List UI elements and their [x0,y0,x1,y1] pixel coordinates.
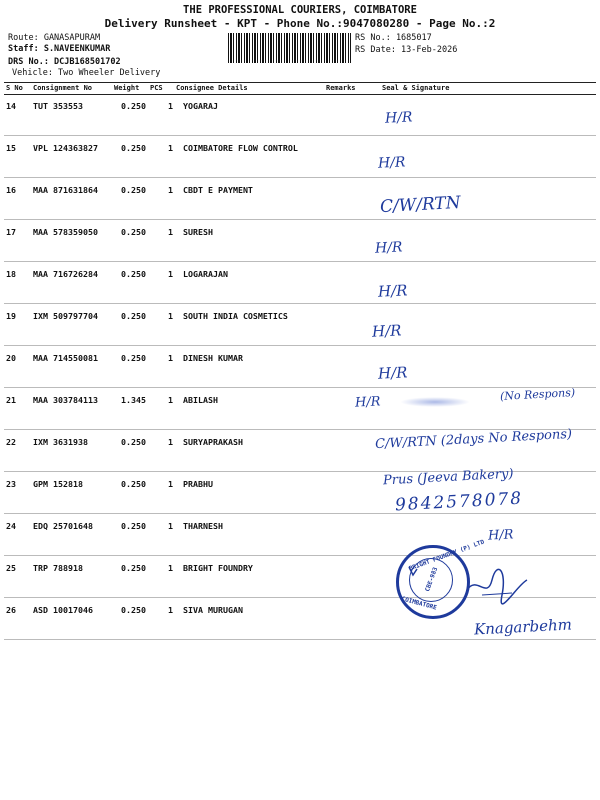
company-stamp [396,538,486,619]
cell-sno: 20 [6,353,16,363]
cell-consignment: TRP 788918 [33,563,83,573]
cell-pcs: 1 [168,605,173,615]
cell-weight: 0.250 [121,605,146,615]
table-row [4,345,596,388]
cell-consignment: VPL 124363827 [33,143,98,153]
cell-consignee: LOGARAJAN [183,269,228,279]
cell-consignment: EDQ 25701648 [33,521,93,531]
cell-sno: 26 [6,605,16,615]
cell-weight: 0.250 [121,101,146,111]
hw-r23-phone: 9842578078 [394,488,524,516]
cell-pcs: 1 [168,437,173,447]
cell-consignment: GPM 152818 [33,479,83,489]
hw-r20: H/R [377,363,408,383]
hw-r23: Prus (Jeeva Bakery) [382,466,514,489]
cell-sno: 24 [6,521,16,531]
cell-pcs: 1 [168,521,173,531]
cell-consignee: SOUTH INDIA COSMETICS [183,311,288,321]
cell-pcs: 1 [168,563,173,573]
cell-weight: 0.250 [121,269,146,279]
barcode [228,33,351,63]
cell-sno: 18 [6,269,16,279]
cell-consignee: BRIGHT FOUNDRY [183,563,253,573]
table-row [4,261,596,304]
stamp-inner-text: CBE-983 [424,566,440,593]
col-consignment: Consignment No [33,84,93,92]
col-consignee: Consignee Details [176,84,248,92]
cell-pcs: 1 [168,101,173,111]
cell-consignment: ASD 10017046 [33,605,93,615]
cell-weight: 0.250 [121,479,146,489]
cell-sno: 21 [6,395,16,405]
cell-consignee: SIVA MURUGAN [183,605,243,615]
cell-sno: 22 [6,437,16,447]
hw-r21a: H/R [354,394,381,411]
stamp-city-text: COIMBATORE [400,595,438,612]
cell-consignment: MAA 714550081 [33,353,98,363]
cell-consignment: MAA 716726284 [33,269,98,279]
table-row [4,177,596,220]
stamp-outer-text: BRIGHT FOUNDRY (P) LTD [408,538,486,573]
cell-weight: 0.250 [121,185,146,195]
table-row [4,303,596,346]
signature-mark [407,565,419,579]
hw-r24: H/R [487,527,514,544]
hw-r16: C/W/RTN [379,192,462,218]
hw-r14: H/R [384,109,413,127]
col-sno: S No [6,84,23,92]
cell-sno: 14 [6,101,16,111]
hw-r21b: (No Respons) [499,386,576,403]
cell-weight: 1.345 [121,395,146,405]
cell-consignment: IXM 3631938 [33,437,88,447]
rs-date: RS Date: 13-Feb-2026 [355,45,458,55]
cell-weight: 0.250 [121,311,146,321]
cell-sno: 25 [6,563,16,573]
route: Route: GANASAPURAM [8,33,101,43]
runsheet-subtitle: Delivery Runsheet - KPT - Phone No.:9047080280 - Page No.:2 [104,17,496,30]
staff: Staff: S.NAVEENKUMAR [8,44,111,54]
cell-consignment: IXM 509797704 [33,311,98,321]
cell-sno: 19 [6,311,16,321]
cell-sno: 17 [6,227,16,237]
cell-consignee: DINESH KUMAR [183,353,243,363]
cell-pcs: 1 [168,479,173,489]
cell-pcs: 1 [168,185,173,195]
cell-pcs: 1 [168,395,173,405]
cell-pcs: 1 [168,311,173,321]
cell-consignee: ABILASH [183,395,218,405]
cell-consignee: PRABHU [183,479,213,489]
cell-pcs: 1 [168,353,173,363]
cell-weight: 0.250 [121,521,146,531]
cell-consignment: MAA 578359050 [33,227,98,237]
cell-consignment: MAA 871631864 [33,185,98,195]
hw-r15: H/R [377,154,406,172]
cell-consignee: SURESH [183,227,213,237]
table-row [4,219,596,262]
cell-weight: 0.250 [121,353,146,363]
cell-consignment: TUT 353553 [33,101,83,111]
hw-r26-signature: Knagarbehm [473,615,573,639]
cell-pcs: 1 [168,227,173,237]
cell-consignee: YOGARAJ [183,101,218,111]
cell-consignee: COIMBATORE FLOW CONTROL [183,143,298,153]
col-seal: Seal & Signature [382,84,450,92]
cell-pcs: 1 [168,269,173,279]
cell-sno: 23 [6,479,16,489]
cell-consignee: CBDT E PAYMENT [183,185,253,195]
signature-scribble [462,565,532,605]
table-row [4,135,596,178]
table-row [4,93,596,136]
cell-consignee: THARNESH [183,521,223,531]
cell-pcs: 1 [168,143,173,153]
col-remarks: Remarks [326,84,356,92]
company-title: THE PROFESSIONAL COURIERS, COIMBATORE [183,4,417,16]
cell-weight: 0.250 [121,437,146,447]
ink-smudge [400,397,470,407]
col-weight: Weight [114,84,140,92]
cell-weight: 0.250 [121,563,146,573]
cell-consignee: SURYAPRAKASH [183,437,243,447]
hw-r18: H/R [377,281,408,301]
cell-consignment: MAA 303784113 [33,395,98,405]
rs-number: RS No.: 1685017 [355,33,432,43]
cell-sno: 15 [6,143,16,153]
cell-weight: 0.250 [121,143,146,153]
hw-r19: H/R [371,321,402,341]
cell-weight: 0.250 [121,227,146,237]
drs-number: DRS No.: DCJB168501702 [8,57,121,67]
vehicle: Vehicle: Two Wheeler Delivery [12,68,161,78]
hw-r17: H/R [374,239,403,257]
cell-sno: 16 [6,185,16,195]
hw-r22: C/W/RTN (2days No Respons) [374,426,573,453]
col-pcs: PCS [150,84,163,92]
